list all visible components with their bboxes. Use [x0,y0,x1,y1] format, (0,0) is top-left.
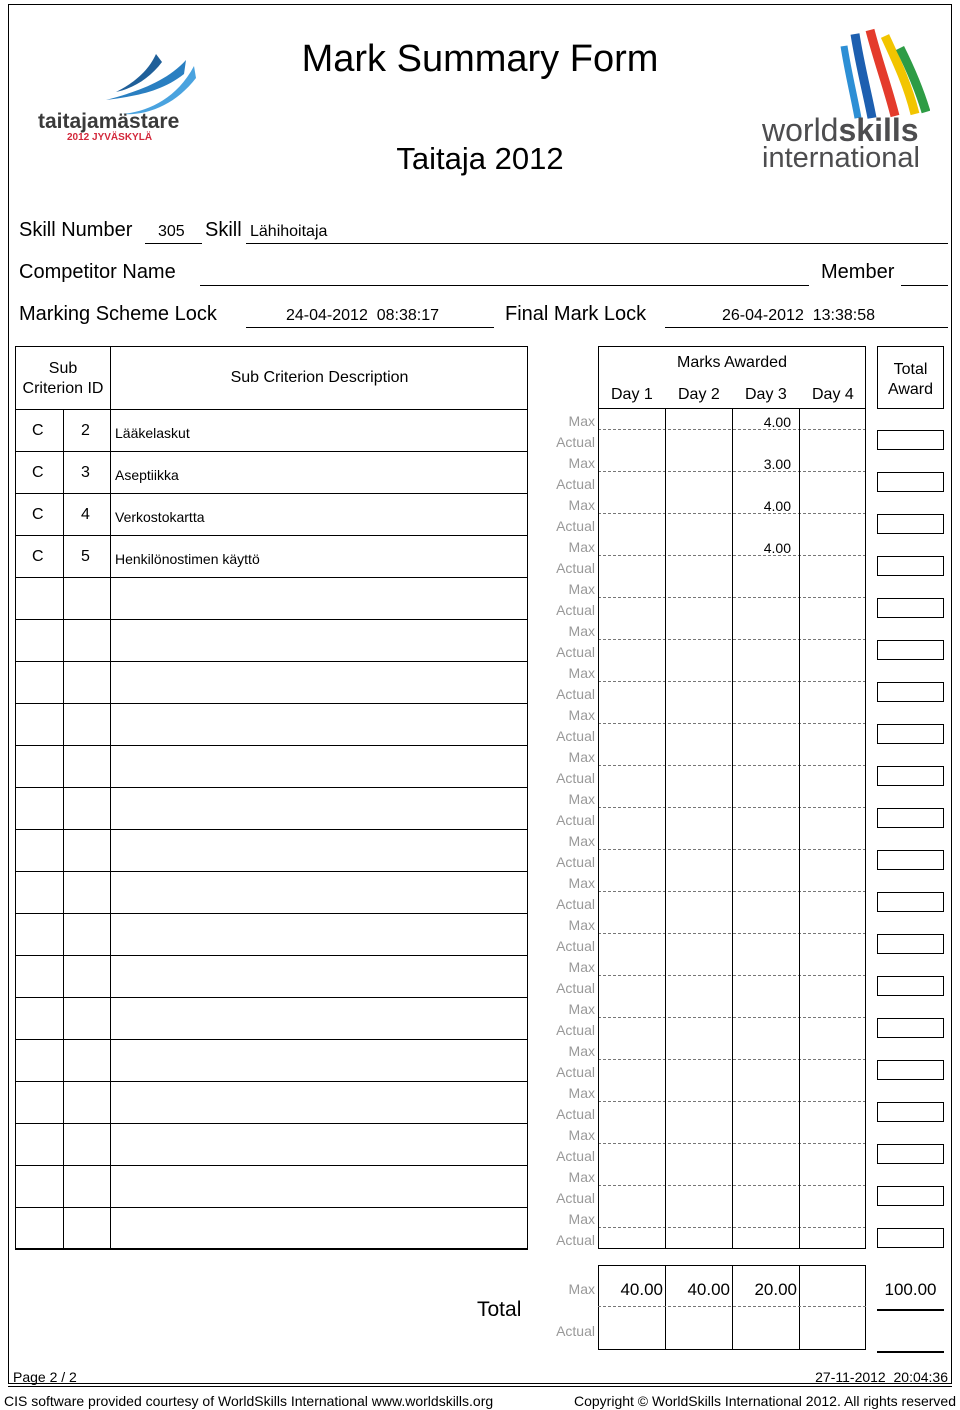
actual-label: Actual [556,1190,595,1206]
day-divider-1 [665,409,666,1249]
total-award-input[interactable] [877,430,944,450]
max-label: Max [568,455,595,471]
footer-divider [8,1386,952,1387]
skill-number-value: 305 [158,223,185,240]
actual-label: Actual [556,1148,595,1164]
criterion-description: Henkilönostimen käyttö [115,551,260,567]
skill-number-underline [145,243,202,244]
max-label: Max [568,1127,595,1143]
table-row-divider [15,535,528,536]
criterion-number: 2 [81,422,90,439]
criterion-number: 5 [81,548,90,565]
table-row-divider [15,871,528,872]
total-award-input[interactable] [877,682,944,702]
table-row-divider [15,787,528,788]
total-award-input[interactable] [877,514,944,534]
marks-awarded-header: Marks Awarded [677,354,787,371]
actual-label: Actual [556,602,595,618]
actual-label: Actual [556,1106,595,1122]
total-award-header: Total Award [877,346,944,409]
page-title: Mark Summary Form [301,38,659,80]
total-award-input[interactable] [877,976,944,996]
worldskills-logo-word3: international [762,142,920,174]
table-row-divider [15,1081,528,1082]
sub-criterion-description-header: Sub Criterion Description [230,369,409,386]
criterion-description: Aseptiikka [115,467,179,483]
worldskills-logo [760,26,930,176]
table-row-divider [15,1039,528,1040]
skill-number-label: Skill Number [19,219,133,241]
total-max-label: Max [568,1281,595,1297]
skill-label: Skill [205,219,242,241]
table-row-divider [15,493,528,494]
table-row-divider [15,913,528,914]
day-3-header: Day 3 [745,386,787,403]
page-subtitle: Taitaja 2012 [396,141,564,176]
day-3-max-value: 3.00 [763,456,791,472]
day-3-max-value: 4.00 [763,498,791,514]
table-row-divider [15,955,528,956]
table-row-divider [15,745,528,746]
actual-label: Actual [556,1022,595,1038]
total-award-input[interactable] [877,640,944,660]
courtesy-text: CIS software provided courtesy of WorldSkills International www.worldskills.org [4,1393,494,1409]
total-award-input[interactable] [877,1060,944,1080]
actual-label: Actual [556,686,595,702]
max-label: Max [568,1001,595,1017]
max-label: Max [568,497,595,513]
totals-divider-1 [665,1265,666,1350]
day-1-header: Day 1 [611,386,653,403]
header-row-divider [15,409,528,410]
marking-scheme-lock-label: Marking Scheme Lock [19,303,217,325]
total-award-input[interactable] [877,598,944,618]
actual-label: Actual [556,980,595,996]
day-3-max-value: 4.00 [763,540,791,556]
total-day-3-max: 20.00 [754,1280,797,1299]
actual-label: Actual [556,896,595,912]
criterion-description: Verkostokartta [115,509,205,525]
skill-name-value: Lähihoitaja [250,223,328,240]
copyright-text: Copyright © WorldSkills International 2012. All rights reserved [573,1393,956,1409]
sub-criterion-id-header: Sub Criterion ID [22,360,104,397]
max-label: Max [568,959,595,975]
skill-name-underline [246,243,948,244]
table-row-divider [15,451,528,452]
final-mark-lock-label: Final Mark Lock [505,303,647,325]
actual-label: Actual [556,434,595,450]
table-row-divider [15,997,528,998]
desc-column-divider [110,346,111,1249]
max-label: Max [568,791,595,807]
total-award-input[interactable] [877,1186,944,1206]
max-label: Max [568,833,595,849]
worldskills-logo-word2: skills [838,112,919,148]
table-row-divider [15,1249,528,1250]
max-label: Max [568,875,595,891]
actual-label: Actual [556,560,595,576]
criterion-letter: C [32,464,44,481]
actual-label: Actual [556,728,595,744]
max-label: Max [568,1043,595,1059]
total-award-input[interactable] [877,1018,944,1038]
table-row-divider [15,577,528,578]
criterion-number: 4 [81,506,90,523]
total-day-2-max: 40.00 [687,1280,730,1299]
final-mark-lock-underline [665,327,948,328]
total-award-input[interactable] [877,1228,944,1248]
day-divider-3 [799,409,800,1249]
day-divider-2 [732,409,733,1249]
competitor-name-underline [200,285,809,286]
total-award-max: 100.00 [884,1280,937,1299]
max-label: Max [568,917,595,933]
max-label: Max [568,581,595,597]
table-row-divider [15,1165,528,1166]
actual-label: Actual [556,476,595,492]
day-4-header: Day 4 [812,386,854,403]
total-award-input[interactable] [877,472,944,492]
actual-label: Actual [556,812,595,828]
criterion-number: 3 [81,464,90,481]
totals-divider-2 [732,1265,733,1350]
actual-label: Actual [556,770,595,786]
max-label: Max [568,707,595,723]
member-underline [901,285,948,286]
day-2-header: Day 2 [678,386,720,403]
actual-label: Actual [556,644,595,660]
total-award-input[interactable] [877,1102,944,1122]
total-award-input[interactable] [877,808,944,828]
table-row-divider [15,1207,528,1208]
max-label: Max [568,1211,595,1227]
table-row-divider [15,703,528,704]
total-award-actual-underline[interactable] [877,1351,944,1353]
marking-scheme-lock-underline [246,327,494,328]
actual-label: Actual [556,518,595,534]
total-award-input[interactable] [877,850,944,870]
table-row-divider [15,1123,528,1124]
final-mark-lock-value: 26-04-2012 13:38:58 [722,307,876,324]
table-row-divider [15,829,528,830]
day-3-max-value: 4.00 [763,414,791,430]
max-label: Max [568,1085,595,1101]
total-day-1-max: 40.00 [620,1280,663,1299]
taitaja-logo-text: taitajamästare [38,110,180,133]
total-actual-label: Actual [556,1323,595,1339]
actual-label: Actual [556,854,595,870]
max-label: Max [568,1169,595,1185]
total-award-input[interactable] [877,766,944,786]
criterion-letter: C [32,506,44,523]
actual-label: Actual [556,938,595,954]
total-award-input[interactable] [877,1144,944,1164]
total-award-input[interactable] [877,724,944,744]
taitaja-logo-subtext: 2012 JYVÄSKYLÄ [67,132,153,143]
print-timestamp: 27-11-2012 20:04:36 [815,1369,948,1385]
max-label: Max [568,413,595,429]
total-award-max-underline [877,1309,944,1311]
max-label: Max [568,665,595,681]
actual-label: Actual [556,1064,595,1080]
total-award-input[interactable] [877,934,944,954]
total-label: Total [477,1298,522,1321]
total-award-input[interactable] [877,556,944,576]
table-row-divider [15,661,528,662]
worldskills-logo-word1: world [762,112,839,148]
max-label: Max [568,749,595,765]
criterion-letter: C [32,422,44,439]
criterion-description: Lääkelaskut [115,425,190,441]
totals-divider-3 [799,1265,800,1350]
max-label: Max [568,623,595,639]
max-label: Max [568,539,595,555]
criterion-letter: C [32,548,44,565]
page-number: Page 2 / 2 [13,1369,77,1385]
table-row-divider [15,619,528,620]
marking-scheme-lock-value: 24-04-2012 08:38:17 [286,307,440,324]
member-label: Member [821,261,895,283]
totals-dashed-line [598,1306,866,1307]
actual-label: Actual [556,1232,595,1248]
competitor-name-label: Competitor Name [19,261,176,283]
criteria-table [15,346,528,1249]
total-award-input[interactable] [877,892,944,912]
